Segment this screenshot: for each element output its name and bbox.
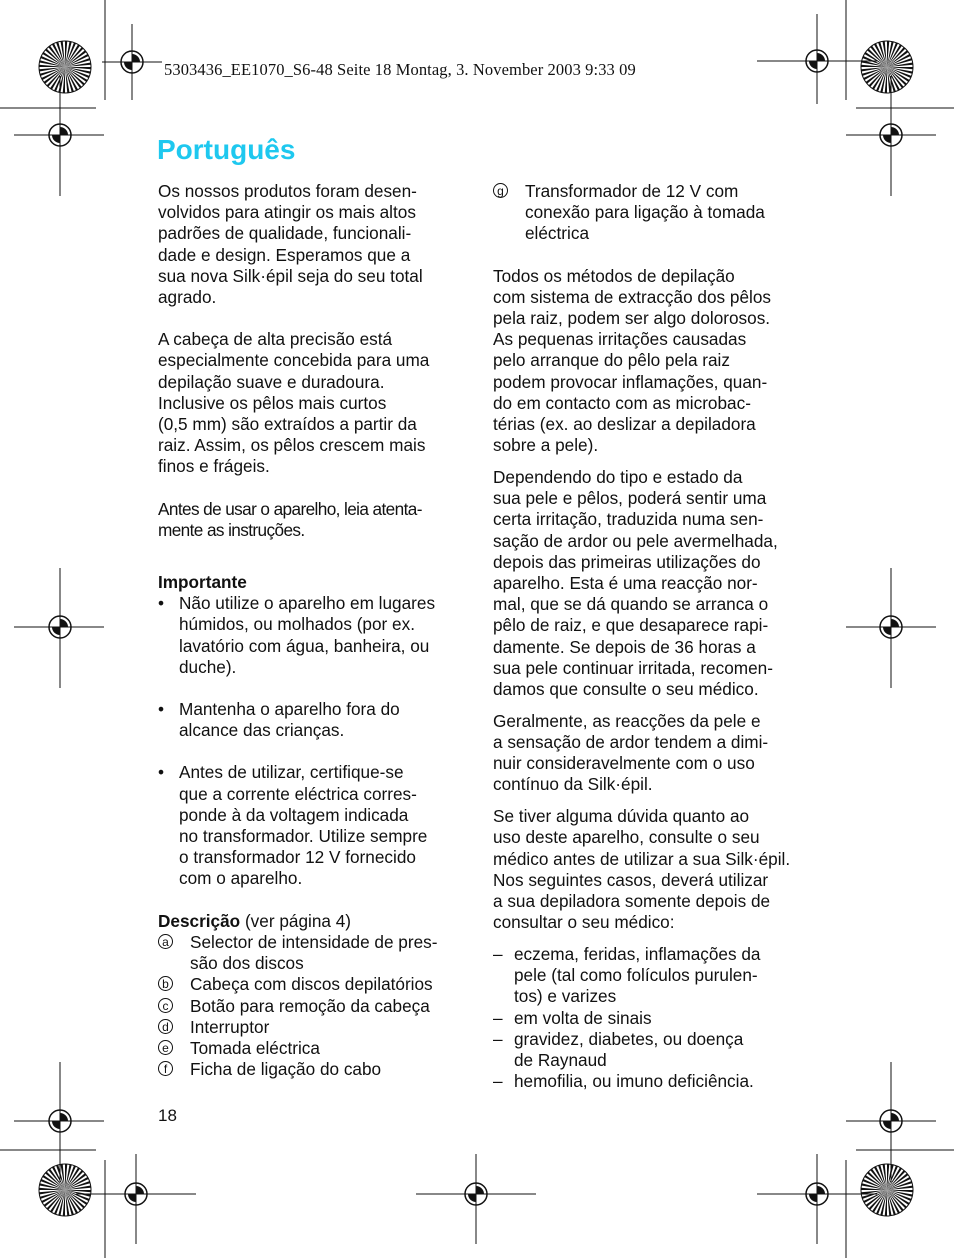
- list-item: [158, 932, 468, 974]
- list-item-text: Selector de intensidade de pres- são dos discos: [190, 931, 438, 974]
- page-title: Português: [157, 134, 296, 165]
- star-target-bottom-left: [38, 1163, 92, 1217]
- list-item-text: Botão para remoção da cabeça: [190, 995, 430, 1016]
- list-item: [493, 944, 803, 1008]
- registration-mark-upper-right: [846, 76, 936, 196]
- bullet-dot: •: [158, 593, 165, 614]
- page-number: 18: [158, 1106, 177, 1125]
- list-item-text: Tomada eléctrica: [190, 1037, 320, 1058]
- registration-mark-top-left: [102, 24, 162, 100]
- list-item-text: Não utilize o aparelho em lugares húmidos, ou molhados (por ex. lavatório com água, banheira, ou duche).: [179, 593, 436, 677]
- list-item: [158, 996, 468, 1017]
- list-item-text: Interruptor: [190, 1016, 270, 1037]
- registration-mark-bottom-left: [76, 1154, 196, 1244]
- registration-mark-upper-left: [14, 76, 104, 196]
- circled-letter-b: b: [158, 976, 173, 991]
- circled-letter-f: f: [158, 1061, 173, 1076]
- circled-letter-d: d: [158, 1019, 173, 1034]
- registration-mark-middle-left: [14, 568, 104, 688]
- list-item-text: em volta de sinais: [514, 1007, 652, 1028]
- star-target-top-left: [38, 40, 92, 94]
- description-list: [158, 932, 468, 1080]
- doubt-paragraph: Se tiver alguma dúvida quanto ao uso deste aparelho, consulte o seu médico antes de utilizar a sua Silk·épil. Nos seguintes casos, deverá utilizar a sua depiladora somente depois de consultar o seu médico:: [493, 806, 791, 933]
- list-item: [158, 1059, 468, 1080]
- list-item-text: hemofilia, ou imuno deficiência.: [514, 1071, 754, 1092]
- circled-letter-g: g: [493, 183, 508, 198]
- dash-marker: –: [493, 1071, 503, 1092]
- important-heading: Importante: [158, 572, 247, 593]
- list-item: [158, 593, 468, 678]
- list-item-text: Antes de utilizar, certifique-se que a corrente eléctrica corres- ponde à da voltagem indicada no transformador. Utilize sempre o transformador 12 V fornecido com o aparelho.: [179, 762, 428, 889]
- important-list: [158, 593, 468, 889]
- dash-marker: –: [493, 1028, 503, 1049]
- circled-letter-a: a: [158, 934, 173, 949]
- list-item-text: gravidez, diabetes, ou doença de Raynaud: [514, 1028, 744, 1071]
- list-item: [158, 762, 468, 889]
- list-item: [158, 974, 468, 995]
- list-item: [158, 1038, 468, 1059]
- dash-marker: –: [493, 944, 503, 965]
- registration-mark-bottom-right: [757, 1154, 877, 1244]
- list-item-text: Ficha de ligação do cabo: [190, 1059, 382, 1080]
- bullet-dot: •: [158, 699, 165, 720]
- list-item-text: Cabeça com discos depilatórios: [190, 974, 433, 995]
- circled-letter-c: c: [158, 998, 173, 1013]
- description-item-g: [493, 181, 803, 245]
- star-target-top-right: [860, 40, 914, 94]
- conditions-list: [493, 944, 803, 1092]
- general-paragraph: Geralmente, as reacções da pele e a sensação de ardor tendem a dimi- nuir consideravelmente com o uso contínuo da Silk·épil.: [493, 710, 769, 795]
- intro-paragraph: Os nossos produtos foram desen- volvidos para atingir os mais altos padrões de qualidade, funcionali- dade e design. Esperamos que a sua nova Silk·épil seja do seu total agrado.: [158, 181, 423, 308]
- circled-letter-e: e: [158, 1040, 173, 1055]
- description-heading-line: [158, 911, 468, 932]
- list-item: [493, 1071, 803, 1092]
- dash-marker: –: [493, 1007, 503, 1028]
- list-item: [493, 1029, 803, 1071]
- registration-mark-middle-right: [846, 568, 936, 688]
- right-column: [493, 181, 803, 1093]
- description-heading: Descrição: [158, 910, 241, 931]
- pain-paragraph: Todos os métodos de depilação com sistema de extracção dos pêlos pela raiz, podem ser algo dolorosos. As pequenas irritações causadas pelo arranque do pêlo pela raiz podem provocar inflamações, quan- do em contacto com as microbac- térias (ex. ao deslizar a depiladora sobre a pele).: [493, 265, 771, 456]
- read-instructions-paragraph: Antes de usar o aparelho, leia atenta- mente as instruções.: [158, 498, 422, 540]
- list-item-text: Transformador de 12 V com conexão para ligação à tomada eléctrica: [525, 181, 765, 244]
- registration-mark-bottom-center: [416, 1154, 536, 1244]
- description-page-reference: (ver página 4): [240, 910, 351, 931]
- print-slug: 5303436_EE1070_S6-48 Seite 18 Montag, 3. November 2003 9:33 09: [164, 60, 636, 79]
- list-item: [493, 1008, 803, 1029]
- bullet-dot: •: [158, 762, 165, 783]
- list-item-text: Mantenha o aparelho fora do alcance das crianças.: [179, 699, 400, 741]
- irritation-paragraph: Dependendo do tipo e estado da sua pele e pêlos, poderá sentir uma certa irritação, traduzida numa sen- sação de ardor ou pele avermelhada, depois das primeiras utilizações do aparelho. Esta é uma reacção nor- mal, que se dá quando se arranca o pêlo de raiz, e que desaparece rapi- damente. Se depois de 36 horas a sua pele continuar irritada, recomen- damos que consulte o seu médico.: [493, 467, 778, 700]
- list-item: [158, 1017, 468, 1038]
- list-item: [158, 699, 468, 741]
- list-item-text: eczema, feridas, inflamações da pele (tal como folículos purulen- tos) e varizes: [514, 944, 761, 1007]
- star-target-bottom-right: [860, 1163, 914, 1217]
- head-paragraph: A cabeça de alta precisão está especialmente concebida para uma depilação suave e duradoura. Inclusive os pêlos mais curtos (0,5 mm) são extraídos a partir da raiz. Assim, os pêlos crescem mais finos e frágeis.: [158, 329, 430, 477]
- left-column: [158, 181, 468, 1080]
